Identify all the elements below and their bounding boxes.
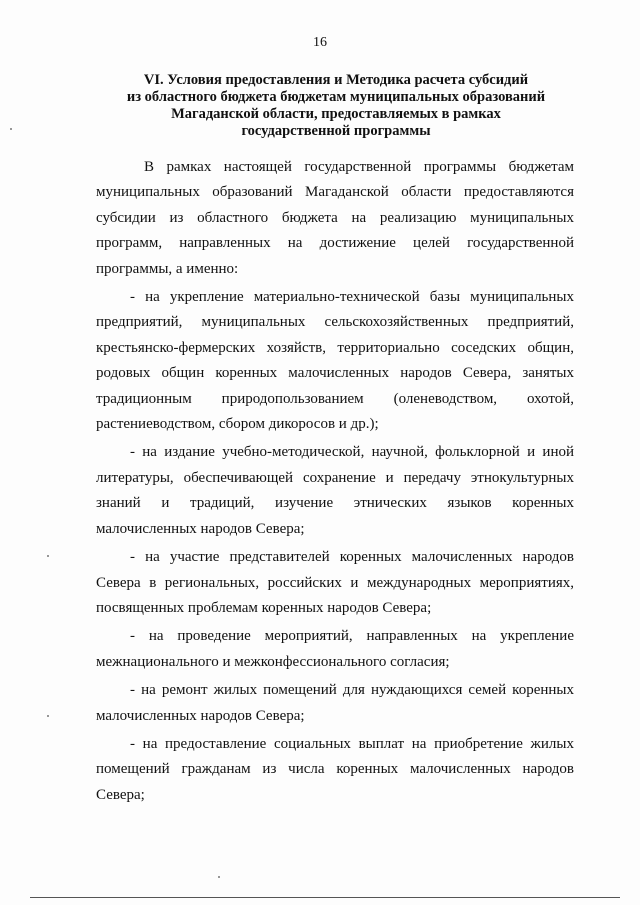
scan-speck — [218, 876, 220, 878]
page-number: 16 — [313, 35, 327, 50]
list-item-paragraph: - на укрепление материально-технической базы муниципальных предприятий, муниципальных сельскохозяйственных предприятий, крестьянско-фермерских хозяйств, территориально соседских общин, родовых общин коренных малочисленных народов Севера, занятых традиционным природопользованием (оленеводством, охотой, растениеводством, сбором дикоросов и др.); — [96, 289, 574, 433]
list-item-paragraph: - на издание учебно-методической, научной, фольклорной и иной литературы, обеспечивающей сохранение и передачу этнокультурных знаний и традиций, изучение этнических языков коренных малочисленных народов Севера; — [96, 444, 574, 537]
list-item-paragraph: - на проведение мероприятий, направленных на укрепление межнационального и межконфессионального согласия; — [96, 628, 574, 670]
section-title-line: государственной программы — [241, 123, 431, 139]
scan-speck — [47, 555, 49, 557]
bottom-edge-line — [30, 897, 620, 898]
list-item-paragraph: - на ремонт жилых помещений для нуждающихся семей коренных малочисленных народов Севера; — [96, 682, 574, 724]
scan-speck — [10, 128, 12, 130]
list-item-paragraph: - на участие представителей коренных малочисленных народов Севера в региональных, российских и международных мероприятиях, посвященных проблемам коренных народов Севера; — [96, 549, 574, 616]
intro-paragraph: В рамках настоящей государственной программы бюджетам муниципальных образований Магаданской области предоставляются субсидии из областного бюджета на реализацию муниципальных программ, направленных на достижение целей государственной программы, а именно: — [96, 159, 574, 277]
section-title — [96, 72, 576, 140]
section-title-line: из областного бюджета бюджетам муниципальных образований — [126, 89, 546, 105]
body-text — [96, 155, 574, 811]
scan-speck — [47, 715, 49, 717]
section-title-line: VI. Условия предоставления и Методика расчета субсидий — [143, 72, 529, 88]
list-item-paragraph: - на предоставление социальных выплат на приобретение жилых помещений гражданам из числа коренных малочисленных народов Севера; — [96, 735, 574, 803]
section-title-line: Магаданской области, предоставляемых в рамках — [171, 106, 501, 122]
